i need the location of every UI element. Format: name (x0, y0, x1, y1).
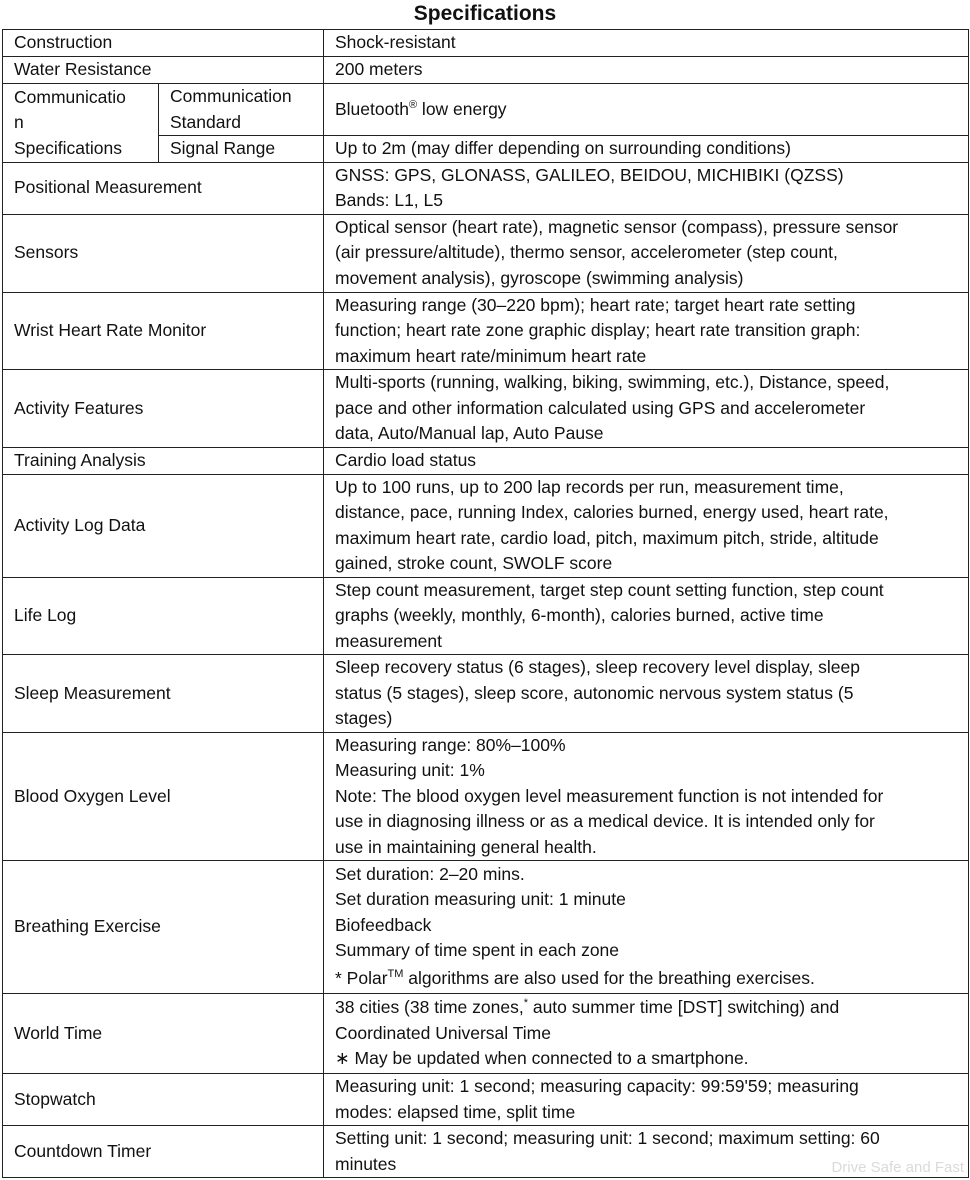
value-line: Summary of time spent in each zone (335, 940, 620, 960)
row-label: Positional Measurement (3, 162, 324, 214)
row-value (324, 370, 969, 448)
page-title: Specifications (413, 2, 557, 25)
value-line: gained, stroke count, SWOLF score (335, 553, 613, 573)
value-line: data, Auto/Manual lap, Auto Pause (335, 423, 604, 443)
table-row (3, 57, 969, 84)
row-value (324, 474, 969, 577)
table-row (3, 655, 969, 733)
value-line: GNSS: GPS, GLONASS, GALILEO, BEIDOU, MICHIBIKI (QZSS) (335, 164, 844, 185)
row-value (324, 655, 969, 733)
row-value (324, 994, 969, 1074)
row-value (324, 84, 969, 136)
sub-label-line: Communication (170, 86, 292, 106)
row-value (324, 214, 969, 292)
row-value (324, 577, 969, 655)
value-line: maximum heart rate/minimum heart rate (335, 345, 647, 366)
value-line: measurement (335, 630, 442, 651)
value-line: Biofeedback (335, 914, 432, 935)
watermark: Drive Safe and Fast (831, 1159, 964, 1176)
value-line: Up to 100 runs, up to 200 lap records per run, measurement time, (335, 476, 844, 497)
value-line: Measuring range (30–220 bpm); heart rate; target heart rate setting (335, 294, 856, 315)
sub-label-line: Standard (170, 111, 242, 132)
table-row (3, 994, 969, 1074)
row-label: Activity Features (3, 370, 324, 448)
row-value (324, 292, 969, 370)
trademark-mark: TM (387, 967, 404, 980)
value-line: maximum heart rate, cardio load, pitch, maximum pitch, stride, altitude (335, 527, 879, 548)
value-line: Note: The blood oxygen level measurement function is not intended for (335, 785, 884, 806)
value-line: Bands: L1, L5 (335, 190, 443, 210)
group-label-line: Communicatio (14, 86, 126, 107)
value-line: use in diagnosing illness or as a medical device. It is intended only for (335, 811, 875, 831)
value-line: (air pressure/altitude), thermo sensor, accelerometer (step count, (335, 242, 838, 263)
table-row (3, 214, 969, 292)
value-line: graphs (weekly, monthly, 6-month), calories burned, active time (335, 605, 824, 625)
sub-label: Signal Range (159, 136, 324, 163)
table-row (3, 1126, 969, 1178)
row-label: Countdown Timer (3, 1126, 324, 1178)
value-text: 38 cities (38 time zones, (335, 997, 524, 1018)
table-row (3, 447, 969, 474)
value-line: minutes (335, 1153, 397, 1174)
value-line: use in maintaining general health. (335, 836, 597, 857)
group-label-line: n (14, 112, 24, 132)
value-text: Bluetooth (335, 98, 409, 119)
row-label: Activity Log Data (3, 474, 324, 577)
row-value (324, 732, 969, 861)
sub-label (159, 84, 324, 136)
value-line: pace and other information calculated using GPS and accelerometer (335, 397, 866, 418)
row-value (324, 1074, 969, 1126)
row-label: Life Log (3, 577, 324, 655)
table-row (3, 370, 969, 448)
value-line: ∗ May be updated when connected to a smartphone. (335, 1048, 749, 1069)
row-label: Breathing Exercise (3, 861, 324, 994)
table-row (3, 162, 969, 214)
value-line: function; heart rate zone graphic display; heart rate transition graph: (335, 320, 861, 340)
row-label: Wrist Heart Rate Monitor (3, 292, 324, 370)
table-row (3, 30, 969, 57)
table-row (3, 1074, 969, 1126)
group-label-line: Specifications (14, 137, 122, 158)
group-label (3, 84, 159, 163)
value-text: low energy (417, 98, 507, 119)
value-text: auto summer time [DST] switching) and (527, 997, 840, 1018)
value-line: modes: elapsed time, split time (335, 1101, 576, 1122)
value-line: Coordinated Universal Time (335, 1022, 551, 1043)
value-line: Measuring unit: 1 second; measuring capacity: 99:59'59; measuring (335, 1076, 859, 1096)
value-line: Set duration: 2–20 mins. (335, 863, 525, 884)
value-line: distance, pace, running Index, calories burned, energy used, heart rate, (335, 502, 889, 522)
value-line: movement analysis), gyroscope (swimming analysis) (335, 267, 744, 288)
table-row (3, 861, 969, 994)
row-value (324, 861, 969, 994)
row-value: 200 meters (324, 57, 969, 84)
row-label: Sensors (3, 214, 324, 292)
row-value: Shock-resistant (324, 30, 969, 57)
row-value: Up to 2m (may differ depending on surrounding conditions) (324, 136, 969, 163)
row-value (324, 162, 969, 214)
row-value: Cardio load status (324, 447, 969, 474)
value-line: Multi-sports (running, walking, biking, swimming, etc.), Distance, speed, (335, 372, 890, 392)
row-label: Construction (3, 30, 324, 57)
specifications-table (2, 29, 969, 1178)
value-line: Set duration measuring unit: 1 minute (335, 889, 626, 909)
value-line (335, 964, 960, 993)
value-line (335, 995, 960, 1021)
value-text: * Polar (335, 967, 388, 988)
value-line: Sleep recovery status (6 stages), sleep recovery level display, sleep (335, 657, 860, 677)
value-text: algorithms are also used for the breathing exercises. (403, 967, 815, 988)
row-label: Blood Oxygen Level (3, 732, 324, 861)
row-label: Sleep Measurement (3, 655, 324, 733)
value-line: Optical sensor (heart rate), magnetic sensor (compass), pressure sensor (335, 216, 899, 237)
row-label: Training Analysis (3, 447, 324, 474)
value-line: Setting unit: 1 second; measuring unit: 1 second; maximum setting: 60 (335, 1128, 880, 1148)
table-row (3, 84, 969, 136)
table-row (3, 577, 969, 655)
value-line: stages) (335, 708, 393, 728)
registered-mark: ® (408, 98, 418, 111)
table-row (3, 474, 969, 577)
row-label: World Time (3, 994, 324, 1074)
value-line: status (5 stages), sleep score, autonomic nervous system status (5 (335, 682, 854, 703)
table-row (3, 292, 969, 370)
value-line: Measuring range: 80%–100% (335, 734, 566, 755)
row-label: Stopwatch (3, 1074, 324, 1126)
table-row (3, 732, 969, 861)
value-line: Step count measurement, target step count setting function, step count (335, 579, 884, 600)
value-line: Measuring unit: 1% (335, 760, 485, 780)
row-label: Water Resistance (3, 57, 324, 84)
footnote-mark: * (523, 997, 528, 1010)
